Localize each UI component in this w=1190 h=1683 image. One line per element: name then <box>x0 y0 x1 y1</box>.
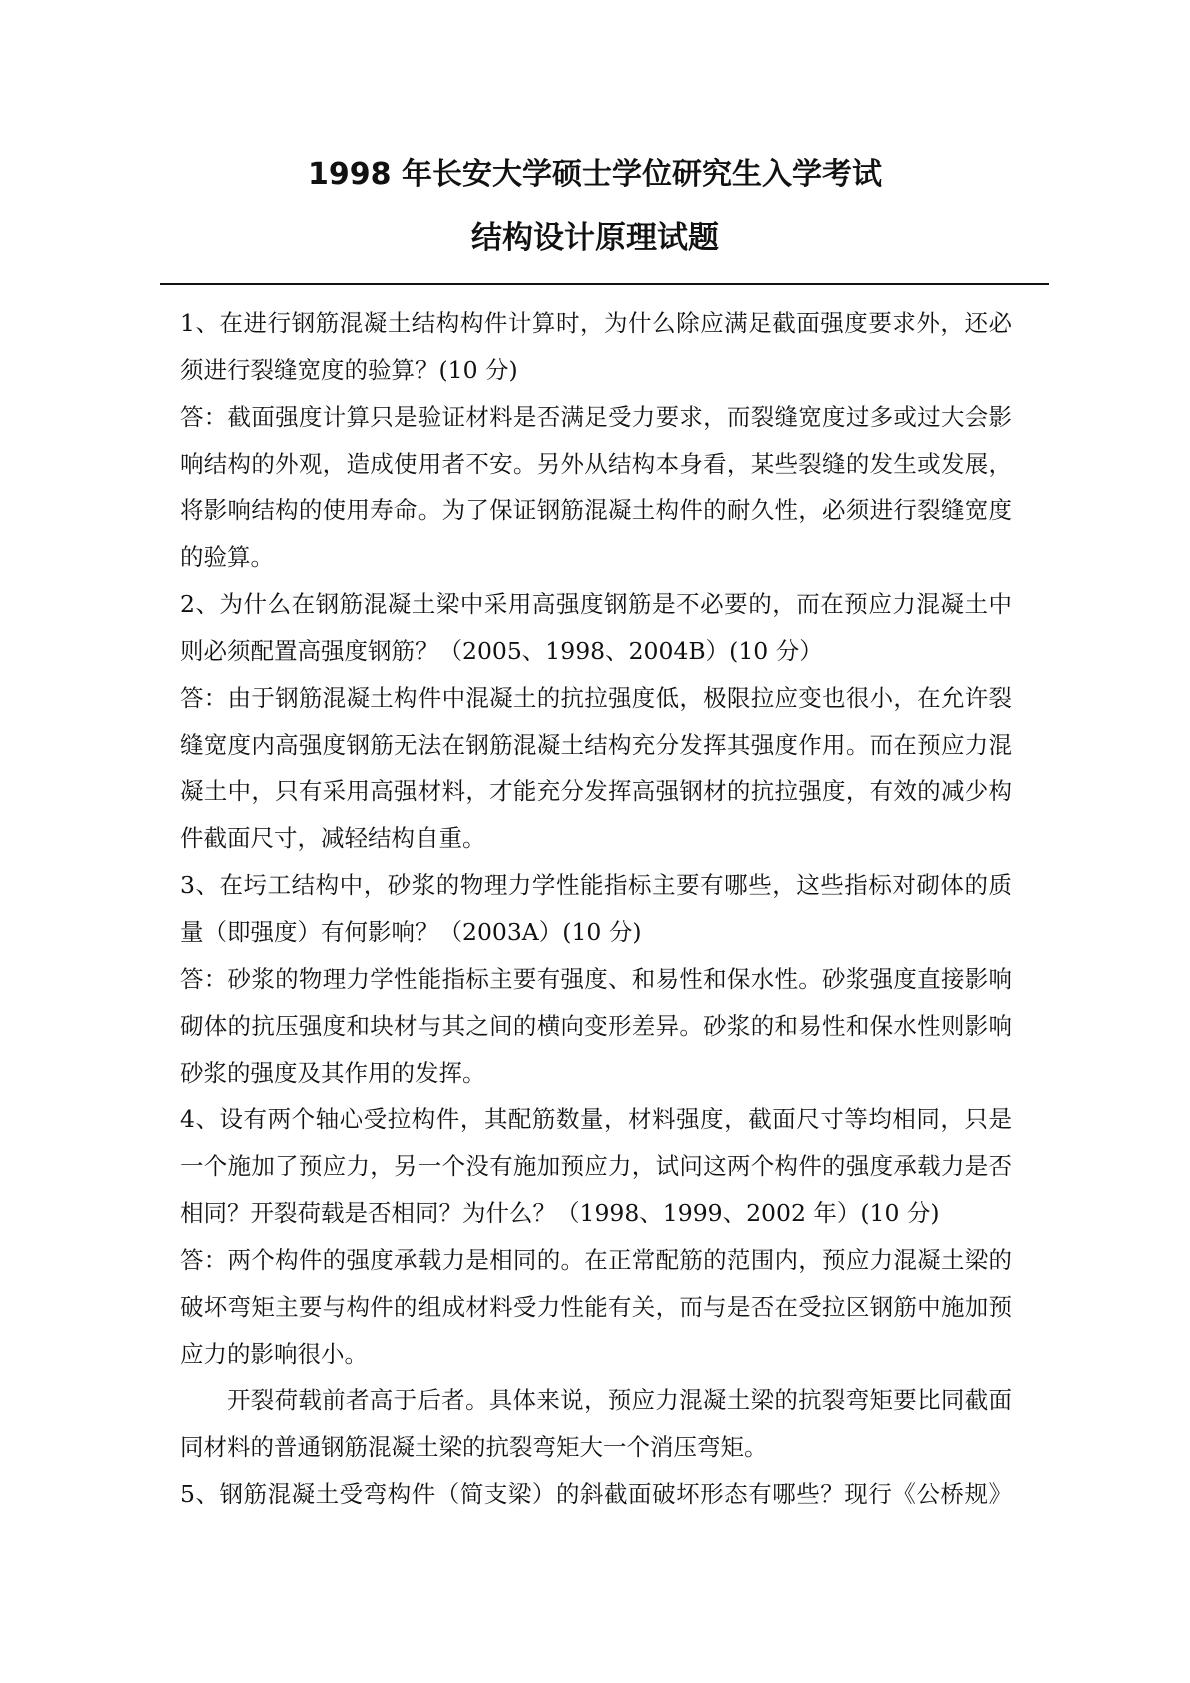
answer-3-line: 砌体的抗压强度和块材与其之间的横向变形差异。砂浆的和易性和保水性则影响 <box>180 1011 1012 1040</box>
answer-3-line: 砂浆的强度及其作用的发挥。 <box>180 1058 486 1087</box>
answer-2-line: 件截面尺寸，减轻结构自重。 <box>180 824 486 853</box>
question-5-line: 5、钢筋混凝土受弯构件（简支梁）的斜截面破坏形态有哪些？现行《公桥规》 <box>180 1480 1012 1509</box>
question-4-line: 相同？开裂荷载是否相同？为什么？（1998、1999、2002 年）(10 分) <box>180 1199 940 1228</box>
answer-2-line: 缝宽度内高强度钢筋无法在钢筋混凝土结构充分发挥其强度作用。而在预应力混 <box>180 730 1012 759</box>
question-3-line: 量（即强度）有何影响？（2003A）(10 分) <box>180 917 642 946</box>
question-4-line: 4、设有两个轴心受拉构件，其配筋数量，材料强度，截面尺寸等均相同，只是 <box>180 1105 1012 1134</box>
question-4-line: 一个施加了预应力，另一个没有施加预应力，试问这两个构件的强度承载力是否 <box>180 1152 1012 1181</box>
answer-4-line: 开裂荷载前者高于后者。具体来说，预应力混凝土梁的抗裂弯矩要比同截面 <box>227 1386 1012 1415</box>
question-2-line: 2、为什么在钢筋混凝土梁中采用高强度钢筋是不必要的，而在预应力混凝土中 <box>180 590 1012 619</box>
title-divider <box>160 283 1049 285</box>
document-title: 1998 年长安大学硕士学位研究生入学考试 <box>308 157 882 192</box>
answer-4-line: 同材料的普通钢筋混凝土梁的抗裂弯矩大一个消压弯矩。 <box>180 1433 768 1462</box>
document-subtitle: 结构设计原理试题 <box>471 220 719 256</box>
answer-4-line: 破坏弯矩主要与构件的组成材料受力性能有关，而与是否在受拉区钢筋中施加预 <box>180 1292 1012 1321</box>
answer-4-line: 答：两个构件的强度承载力是相同的。在正常配筋的范围内，预应力混凝土梁的 <box>180 1245 1012 1274</box>
question-1-line: 1、在进行钢筋混凝土结构构件计算时，为什么除应满足截面强度要求外，还必 <box>180 309 1012 337</box>
answer-2-line: 凝土中，只有采用高强材料，才能充分发挥高强钢材的抗拉强度，有效的减少构 <box>180 777 1012 806</box>
answer-1-line: 的验算。 <box>180 543 274 572</box>
question-1-line: 须进行裂缝宽度的验算？(10 分) <box>180 355 518 384</box>
answer-2-line: 答：由于钢筋混凝土构件中混凝土的抗拉强度低，极限拉应变也很小，在允许裂 <box>180 683 1012 712</box>
answer-4-line: 应力的影响很小。 <box>180 1339 368 1368</box>
document-body <box>180 300 1012 1518</box>
answer-1-line: 将影响结构的使用寿命。为了保证钢筋混凝土构件的耐久性，必须进行裂缝宽度 <box>180 496 1012 525</box>
answer-3-line: 答：砂浆的物理力学性能指标主要有强度、和易性和保水性。砂浆强度直接影响 <box>180 964 1012 993</box>
answer-1-line: 响结构的外观，造成使用者不安。另外从结构本身看，某些裂缝的发生或发展， <box>180 449 1012 478</box>
question-3-line: 3、在圬工结构中，砂浆的物理力学性能指标主要有哪些，这些指标对砌体的质 <box>180 871 1012 900</box>
answer-1-line: 答：截面强度计算只是验证材料是否满足受力要求，而裂缝宽度过多或过大会影 <box>180 402 1012 431</box>
question-2-line: 则必须配置高强度钢筋？（2005、1998、2004B）(10 分） <box>180 636 823 665</box>
